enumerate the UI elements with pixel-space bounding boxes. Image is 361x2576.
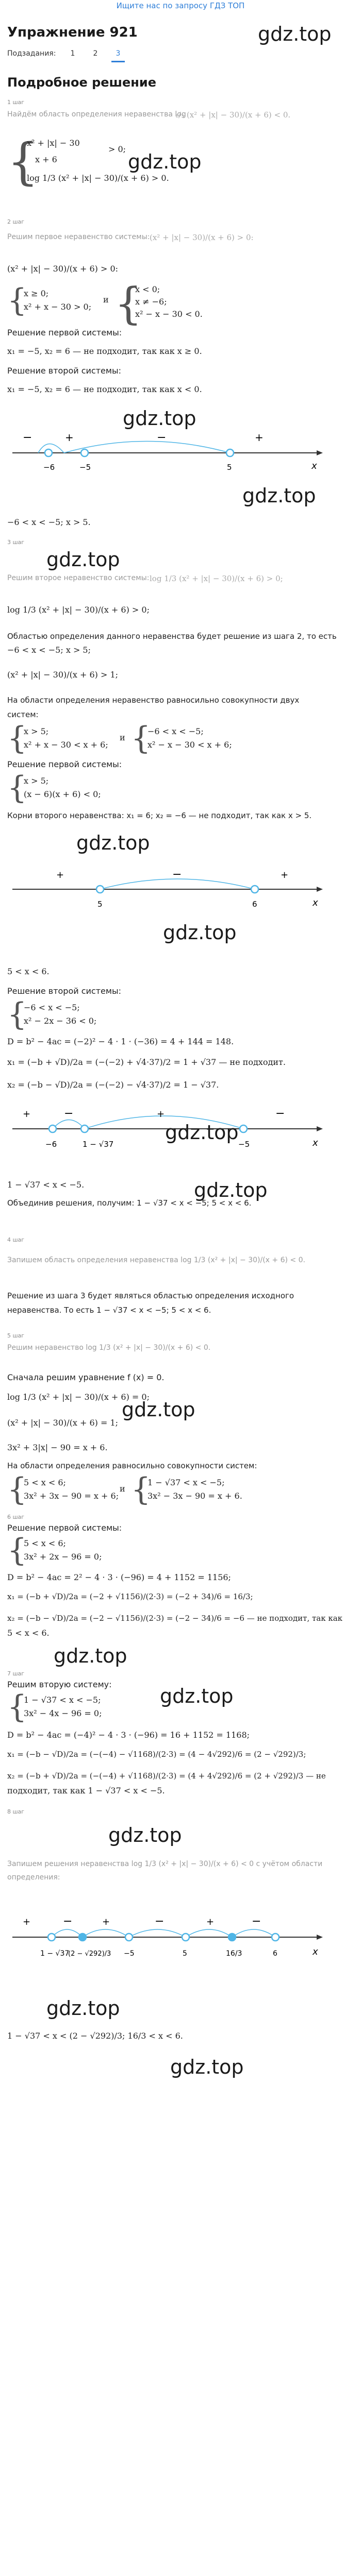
math-line: x > 5; [24, 726, 49, 736]
point-marker [182, 1934, 189, 1941]
tick-label: 5 [97, 900, 103, 909]
step-label: 1 шаг [7, 99, 25, 106]
watermark: gdz.top [123, 407, 196, 430]
math-line: log 1/3 (x² + |x| − 30)/(x + 6) > 0; [7, 605, 150, 615]
point-marker [226, 449, 234, 456]
paragraph: Решение первой системы: [7, 1523, 122, 1533]
math-line: x₁ = (−b − √D)/2a = (−(−4) − √1168)/(2·3) = (4 − 4√292)/6 = (2 − √292)/3; [7, 1750, 306, 1759]
paragraph: Объединив решения, получим: 1 − √37 < x < −5; 5 < x < 6. [7, 1198, 252, 1208]
tick-label: 6 [273, 1950, 277, 1958]
math-line: 3x² − 4x − 96 = 0; [24, 1708, 102, 1718]
watermark: gdz.top [170, 2056, 244, 2078]
step-label: 2 шаг [7, 218, 25, 225]
math-line: x₁ = (−b + √D)/2a = (−2 + √1156)/(2·3) = (−2 + 34)/6 = 16/3; [7, 1592, 253, 1601]
point-marker [228, 1934, 236, 1941]
watermark: gdz.top [108, 1824, 182, 1846]
watermark: gdz.top [242, 484, 316, 507]
step-label: 3 шаг [7, 539, 25, 546]
step-label: 7 шаг [7, 1670, 25, 1677]
watermark: gdz.top [128, 150, 202, 173]
math-line: 5 < x < 6; [24, 1478, 66, 1487]
tick-label: 16/3 [226, 1950, 242, 1958]
math-line: > 0; [108, 144, 126, 154]
math-line: (x² + |x| − 30)/(x + 6) = 1; [7, 1418, 119, 1428]
watermark: gdz.top [46, 548, 120, 571]
sign-label: − [275, 1107, 285, 1120]
math-line: x ≥ 0; [24, 289, 49, 298]
point-marker [251, 886, 258, 893]
system-brace: { [7, 133, 39, 191]
math-line: x² − x − 30 < 0. [135, 309, 203, 319]
tick-label: 5 [227, 463, 232, 472]
axis-label: x [313, 897, 318, 908]
step-label: 5 шаг [7, 1332, 25, 1339]
interval-arc [129, 1929, 186, 1937]
math-line: 3x² + 3|x| − 90 = x + 6. [7, 1443, 108, 1452]
watermark: gdz.top [160, 1685, 234, 1707]
subtask-tab-1[interactable]: 1 [70, 49, 75, 58]
point-marker [125, 1934, 133, 1941]
step2-inline-formula: (x² + |x| − 30)/(x + 6) > 0: [150, 233, 254, 242]
sign-label: + [157, 1109, 165, 1120]
math-line: D = b² − 4ac = (−4)² − 4 · 3 · (−96) = 16 + 1152 = 1168; [7, 1730, 250, 1740]
math-line: и [120, 1484, 125, 1494]
subtask-tab-2[interactable]: 2 [93, 49, 98, 58]
point-marker [48, 1934, 55, 1941]
paragraph: На области определения равносильно совокупности систем: [7, 1461, 257, 1470]
step1-text: Найдём область определения неравенства log [7, 110, 186, 118]
paragraph: На области определения неравенство равносильно совокупности двух [7, 696, 300, 705]
sign-label: − [64, 1107, 74, 1120]
step1-inline-formula: ₁/₃ (x² + |x| − 30)/(x + 6) < 0. [175, 110, 291, 120]
math-line: x₁ = −5, x₂ = 6 — не подходит, так как x < 0. [7, 384, 202, 394]
math-line: −6 < x < −5; x > 5; [7, 645, 91, 655]
sign-label: + [206, 1917, 215, 1927]
paragraph: Корни второго неравенства: x₁ = 6; x₂ = −6 — не подходит, так как x > 5. [7, 811, 312, 820]
system-brace: { [7, 1471, 27, 1507]
interval-arc [186, 1929, 232, 1937]
tick-label: (2 − √292)/3 [68, 1950, 111, 1958]
math-line: 5 < x < 6. [7, 1628, 50, 1638]
sign-label: + [23, 1109, 31, 1120]
sign-label: − [63, 1915, 73, 1928]
watermark: gdz.top [163, 921, 237, 944]
math-line: и [103, 295, 109, 304]
math-line: 5 < x < 6; [24, 1538, 66, 1548]
math-line: −6 < x < −5; [147, 726, 204, 736]
math-line: log 1/3 (x² + |x| − 30)/(x + 6) > 0. [27, 173, 169, 183]
number-line-4 [7, 1906, 327, 1984]
watermark: gdz.top [54, 1645, 127, 1667]
step2-text: Решим первое неравенство системы: [7, 233, 150, 241]
paragraph: неравенства. То есть 1 − √37 < x < −5; 5 < x < 6. [7, 1306, 211, 1315]
math-line: x₁ = (−b + √D)/2a = (−(−2) + √4·37)/2 = 1 + √37 — не подходит. [7, 1057, 286, 1067]
step3-text: Решим второе неравенство системы: [7, 574, 150, 582]
system-brace: { [7, 996, 27, 1032]
sign-label: + [65, 431, 74, 444]
step-label: 6 шаг [7, 1514, 25, 1520]
tick-label: −6 [43, 463, 55, 472]
math-line: D = b² − 4ac = 2² − 4 · 3 · (−96) = 4 + 1152 = 1156; [7, 1572, 231, 1582]
paragraph: Решение второй системы: [7, 366, 121, 376]
step5-text: Решим неравенство log 1/3 (x² + |x| − 30)/(x + 6) < 0. [7, 1344, 211, 1352]
point-marker [96, 886, 104, 893]
system-brace: { [131, 720, 151, 756]
axis-label: x [311, 461, 317, 471]
system-brace: { [7, 720, 27, 756]
sign-label: − [157, 431, 167, 444]
axis-arrow [317, 887, 323, 892]
math-line: D = b² − 4ac = (−2)² − 4 · 1 · (−36) = 4 + 144 = 148. [7, 1037, 234, 1046]
sign-label: − [172, 868, 182, 881]
math-line: 3x² + 3x − 90 = x + 6; [24, 1491, 119, 1501]
interval-arc [64, 442, 230, 453]
step-label: 4 шаг [7, 1236, 25, 1243]
sign-label: + [281, 870, 289, 880]
subtask-tab-3[interactable]: 3 [111, 49, 125, 62]
paragraph: систем: [7, 710, 39, 719]
math-line: 5 < x < 6. [7, 967, 50, 976]
math-line: −6 < x < −5; x > 5. [7, 517, 91, 527]
math-line: x₁ = −5, x₂ = 6 — не подходит, так как x ≥ 0. [7, 346, 202, 356]
top-banner-link[interactable]: Ищите нас по запросу ГДЗ ТОП [116, 1, 245, 10]
point-marker [272, 1934, 279, 1941]
interval-arc [53, 1120, 85, 1129]
math-line: (x − 6)(x + 6) < 0; [24, 789, 101, 799]
math-line: x₂ = (−b − √D)/2a = (−2 − √1156)/(2·3) = (−2 − 34)/6 = −6 — не подходит, так как [7, 1614, 343, 1623]
sign-label: − [23, 431, 32, 444]
math-line: x² + |x| − 30 [27, 138, 80, 148]
axis-arrow [317, 1126, 323, 1131]
step8-text: Запишем решения неравенства log 1/3 (x² + |x| − 30)/(x + 6) < 0 с учётом области [7, 1860, 323, 1868]
paragraph: Решение второй системы: [7, 986, 121, 996]
math-line: (x² + |x| − 30)/(x + 6) > 0: [7, 264, 119, 274]
point-marker [81, 449, 88, 456]
math-line: x₂ = (−b + √D)/2a = (−(−4) + √1168)/(2·3) = (4 + 4√292)/6 = (2 + √292)/3 — не [7, 1771, 326, 1781]
system-brace: { [7, 770, 27, 806]
sign-label: + [23, 1917, 31, 1927]
system-brace: { [7, 282, 27, 318]
page-title: Упражнение 921 [7, 25, 138, 40]
section-title: Подробное решение [7, 75, 156, 90]
tick-label: 1 − √37 [40, 1950, 70, 1958]
axis-arrow [317, 450, 323, 455]
tick-label: −5 [124, 1950, 135, 1958]
math-line: (x² + |x| − 30)/(x + 6) > 1; [7, 670, 119, 680]
math-line: подходит, так как 1 − √37 < x < −5. [7, 1786, 165, 1795]
step3-inline-formula: log 1/3 (x² + |x| − 30)/(x + 6) > 0; [150, 574, 283, 583]
math-line: 3x² + 2x − 96 = 0; [24, 1552, 102, 1562]
step-label: 8 шаг [7, 1808, 25, 1815]
system-brace: { [114, 278, 142, 329]
math-line: x² + x − 30 > 0; [24, 302, 92, 312]
paragraph: Решение из шага 3 будет являться областью определения исходного [7, 1291, 294, 1300]
math-line: x² + x − 30 < x + 6; [24, 740, 108, 750]
subtasks-label: Подзадания: [7, 49, 56, 58]
step8-text: определения: [7, 1873, 60, 1882]
math-line: 1 − √37 < x < (2 − √292)/3; 16/3 < x < 6. [7, 2031, 183, 2041]
interval-arc [52, 1929, 83, 1937]
math-line: x₂ = (−b − √D)/2a = (−(−2) − √4·37)/2 = 1 − √37. [7, 1080, 219, 1090]
tick-label: −5 [79, 463, 91, 472]
system-brace: { [131, 1471, 151, 1507]
point-marker [240, 1125, 247, 1132]
axis-label: x [313, 1138, 318, 1148]
tick-label: 1 − √37 [83, 1140, 114, 1149]
sign-label: − [155, 1915, 165, 1928]
sign-label: + [102, 1917, 110, 1927]
sign-label: + [255, 431, 264, 444]
math-line: −6 < x < −5; [24, 1003, 80, 1012]
tick-label: 6 [252, 900, 257, 909]
interval-arc [232, 1929, 275, 1937]
paragraph: Решение первой системы: [7, 759, 122, 769]
math-line: x² − 2x − 36 < 0; [24, 1016, 97, 1026]
point-marker [45, 449, 52, 456]
point-marker [79, 1934, 86, 1941]
interval-arc [83, 1929, 129, 1937]
math-line: log 1/3 (x² + |x| − 30)/(x + 6) = 0; [7, 1392, 150, 1402]
tick-label: −5 [238, 1140, 250, 1149]
math-line: 3x² − 3x − 90 = x + 6. [147, 1491, 242, 1501]
point-marker [81, 1125, 88, 1132]
sign-label: − [252, 1915, 261, 1928]
math-line: 1 − √37 < x < −5; [147, 1478, 225, 1487]
system-brace: { [7, 1689, 27, 1725]
watermark: gdz.top [122, 1398, 195, 1421]
math-line: x < 0; [135, 284, 160, 294]
paragraph: Решим вторую систему: [7, 1680, 112, 1689]
watermark: gdz.top [258, 23, 332, 45]
math-line: 1 − √37 < x < −5. [7, 1180, 85, 1190]
axis-label: x [313, 1946, 318, 1957]
paragraph: Сначала решим уравнение f (x) = 0. [7, 1372, 165, 1382]
math-line: x² − x − 30 < x + 6; [147, 740, 232, 750]
system-brace: { [7, 1532, 27, 1568]
math-line: и [120, 733, 125, 742]
sign-label: + [56, 870, 64, 880]
tick-label: 5 [183, 1950, 187, 1958]
number-line-1 [7, 425, 327, 481]
watermark: gdz.top [76, 832, 150, 854]
point-marker [49, 1125, 56, 1132]
step4-text: Запишем область определения неравенства log 1/3 (x² + |x| − 30)/(x + 6) < 0. [7, 1256, 305, 1264]
axis-arrow [317, 1935, 323, 1940]
number-line-2 [7, 863, 327, 915]
watermark: gdz.top [165, 1121, 239, 1144]
watermark: gdz.top [194, 1179, 268, 1201]
math-line: x + 6 [35, 155, 57, 164]
paragraph: Решение первой системы: [7, 328, 122, 337]
tick-label: −6 [45, 1140, 57, 1149]
math-line: x > 5; [24, 776, 49, 786]
paragraph: Областью определения данного неравенства будет решение из шага 2, то есть [7, 632, 337, 641]
watermark: gdz.top [46, 1997, 120, 2020]
math-line: 1 − √37 < x < −5; [24, 1695, 101, 1705]
math-line: x ≠ −6; [135, 297, 167, 307]
